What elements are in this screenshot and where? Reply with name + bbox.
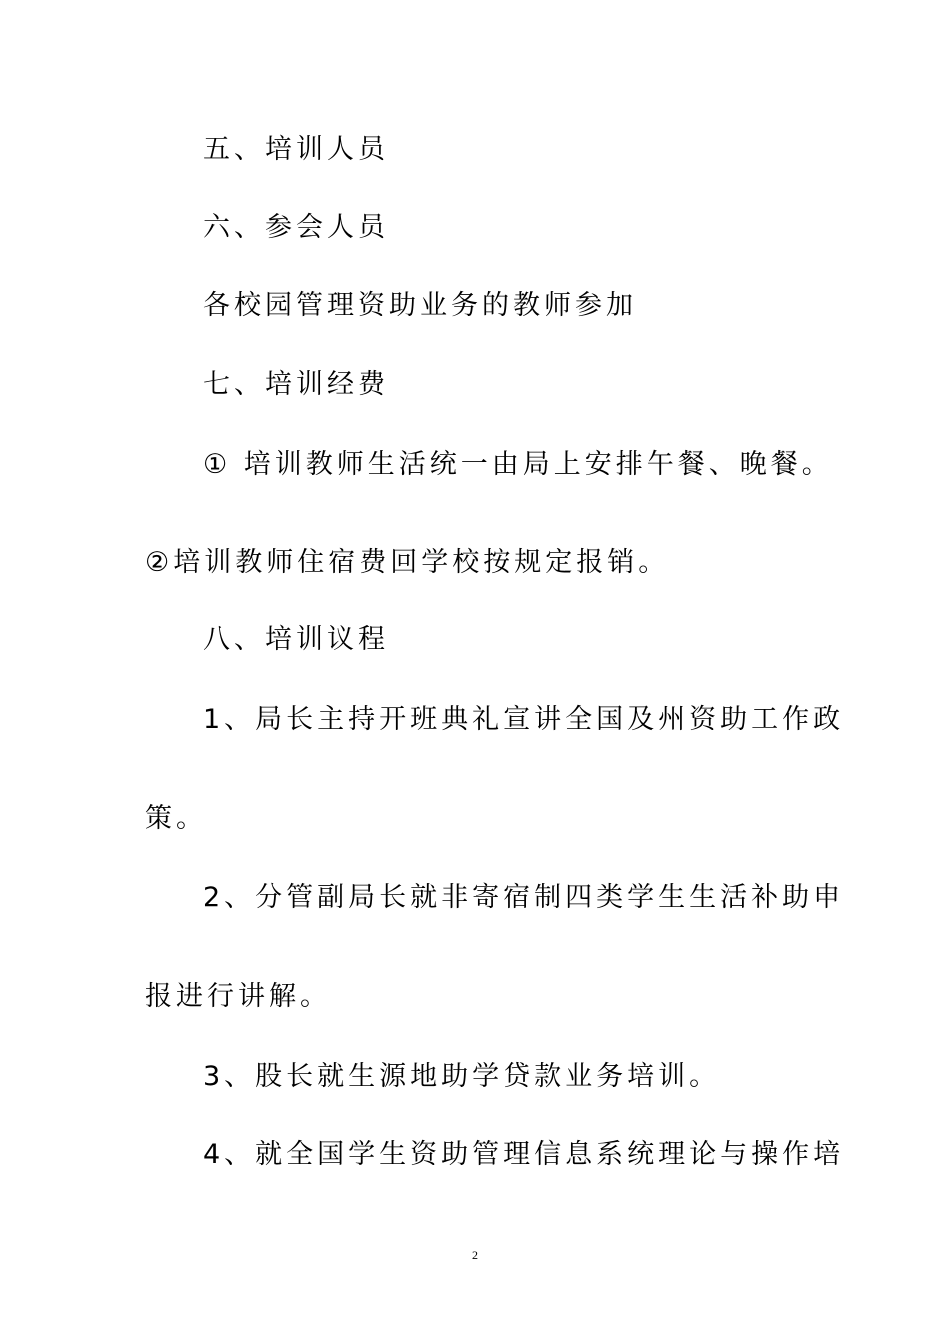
page-number: 2 bbox=[472, 1248, 478, 1262]
heading-attendees: 六、参会人员 bbox=[203, 212, 389, 243]
paragraph-attendees: 各校园管理资助业务的教师参加 bbox=[203, 290, 637, 321]
agenda-item-2-continuation: 报进行讲解。 bbox=[145, 981, 331, 1012]
agenda-item-4: 4、就全国学生资助管理信息系统理论与操作培 bbox=[203, 1139, 845, 1170]
agenda-item-3: 3、股长就生源地助学贷款业务培训。 bbox=[203, 1061, 721, 1092]
heading-training-staff: 五、培训人员 bbox=[203, 134, 389, 165]
agenda-item-1-continuation: 策。 bbox=[145, 803, 207, 834]
heading-training-funds: 七、培训经费 bbox=[203, 369, 389, 400]
paragraph-lodging: ②培训教师住宿费回学校按规定报销。 bbox=[145, 547, 670, 578]
heading-agenda: 八、培训议程 bbox=[203, 624, 389, 655]
paragraph-meals: ① 培训教师生活统一由局上安排午餐、晚餐。 bbox=[203, 449, 833, 480]
agenda-item-2: 2、分管副局长就非寄宿制四类学生生活补助申 bbox=[203, 882, 845, 913]
agenda-item-1: 1、局长主持开班典礼宣讲全国及州资助工作政 bbox=[203, 704, 845, 735]
